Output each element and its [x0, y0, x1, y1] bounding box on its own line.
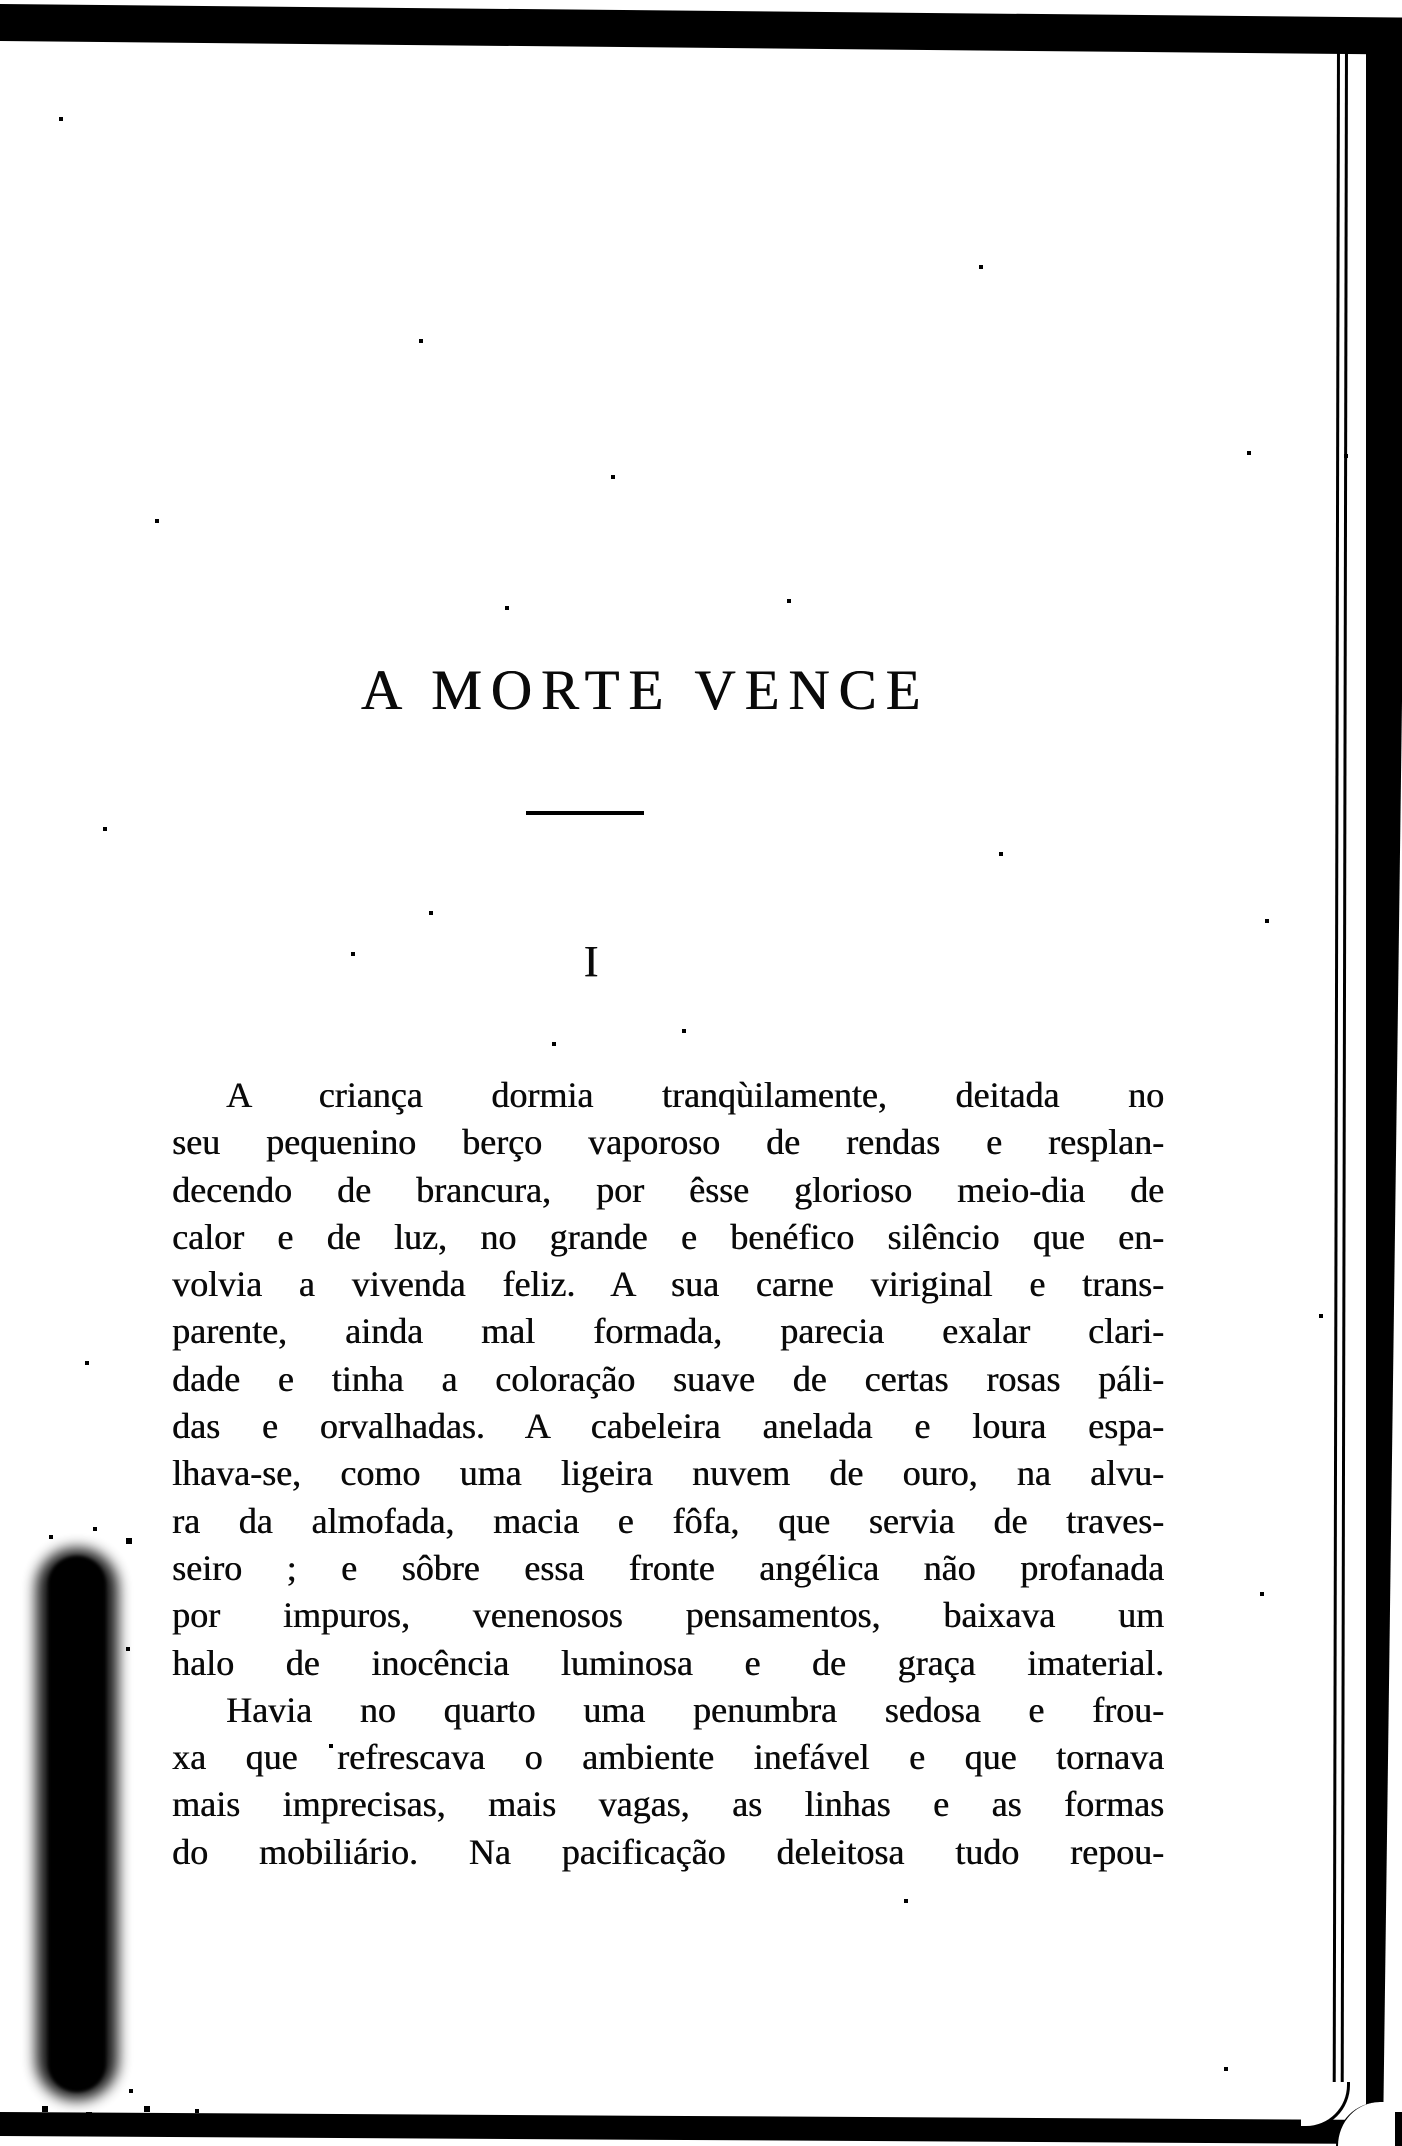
text-line: ra da almofada, macia e fôfa, que servia de traves-: [172, 1500, 1164, 1541]
body-text: [172, 1072, 1164, 1876]
text-line: das e orvalhadas. A cabeleira anelada e loura espa-: [172, 1406, 1164, 1447]
text-line: halo de inocência luminosa e de graça imaterial.: [172, 1642, 1164, 1683]
scan-bottom-edge-bar: [0, 2112, 1390, 2144]
text-line: calor e de luz, no grande e benéfico silêncio que en-: [172, 1216, 1164, 1257]
page-title: A MORTE VENCE: [360, 659, 930, 722]
text-line: do mobiliário. Na pacificação deleitosa tudo repou-: [172, 1831, 1164, 1872]
text-line: parente, ainda mal formada, parecia exalar clari-: [172, 1311, 1164, 1352]
text-line: xa que refrescava o ambiente inefável e que tornava: [172, 1737, 1164, 1778]
text-line: Havia no quarto uma penumbra sedosa e frou-: [226, 1689, 1164, 1730]
text-line: dade e tinha a coloração suave de certas rosas páli-: [172, 1358, 1164, 1399]
text-line: volvia a vivenda feliz. A sua carne viriginal e trans-: [172, 1264, 1164, 1305]
ink-smudge-core: [48, 1556, 106, 2092]
title-divider-rule: [526, 811, 644, 815]
scan-right-edge-band: [1366, 34, 1402, 2118]
section-numeral: I: [583, 937, 599, 986]
text-line: lhava-se, como uma ligeira nuvem de ouro, na alvu-: [172, 1453, 1164, 1494]
page-edge-rule-inner: [1341, 38, 1348, 2094]
scan-noise-speckles: [0, 0, 2, 2]
text-line: seiro ; e sôbre essa fronte angélica não profanada: [172, 1547, 1164, 1588]
text-line: por impuros, venenosos pensamentos, baixava um: [172, 1595, 1164, 1636]
page-edge-rule-outer: [1333, 38, 1340, 2094]
page-corner-curl: [1336, 2102, 1402, 2146]
page-corner-edge-mark: [1395, 2112, 1402, 2146]
text-line: A criança dormia tranqùilamente, deitada no: [226, 1075, 1164, 1115]
scan-top-edge-bar: [0, 4, 1402, 55]
text-line: mais imprecisas, mais vagas, as linhas e as formas: [172, 1784, 1164, 1825]
text-line: seu pequenino berço vaporoso de rendas e resplan-: [172, 1122, 1164, 1163]
text-line: decendo de brancura, por êsse glorioso meio-dia de: [172, 1169, 1164, 1210]
ink-smudge: [36, 1548, 118, 2100]
ink-smudge-speckles: [36, 1548, 38, 1550]
